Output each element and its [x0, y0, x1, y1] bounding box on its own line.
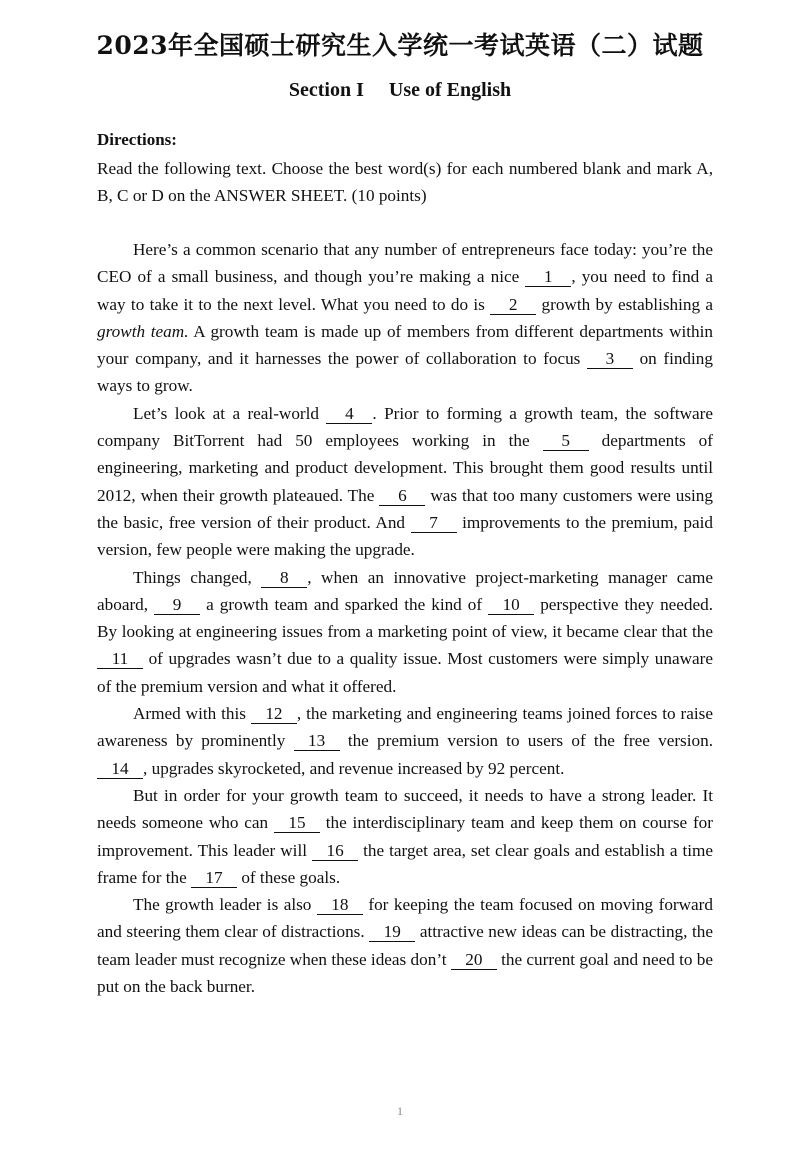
text-segment: , the marketing and engineering teams joined forces to raise awareness by prominently — [97, 704, 713, 751]
text-segment: was that too many customers were using the basic, free version of their product. And — [97, 485, 713, 532]
section-heading: Section I Use of English — [288, 79, 512, 101]
paragraph-5 — [97, 782, 713, 891]
blank-2: 2 — [490, 296, 536, 315]
text-segment: perspective they needed. By looking at engineering issues from a marketing point of view, it became clear that the — [97, 594, 714, 642]
blank-7: 7 — [411, 514, 457, 533]
text-segment: A growth team is made up of members from different departments within your company, and it harnesses the power of collaboration to focus — [97, 321, 714, 369]
paragraph-3 — [97, 564, 713, 700]
text-segment: growth by establishing a — [541, 294, 714, 314]
text-segment: the interdisciplinary team and keep them on course for improvement. This leader will — [97, 813, 713, 860]
blank-20: 20 — [451, 951, 497, 970]
text-segment: . Prior to forming a growth team, the software company BitTorrent had 50 employees working in the — [97, 403, 713, 451]
blank-11: 11 — [97, 650, 143, 669]
text-segment: of these goals. — [241, 867, 341, 887]
blank-4: 4 — [326, 405, 372, 424]
emphasis-growth-team: growth team. — [97, 321, 189, 341]
blank-10: 10 — [488, 596, 534, 615]
text-segment: a growth team and sparked the kind of — [206, 594, 483, 614]
directions-paragraph: Read the following text. Choose the best word(s) for each numbered blank and mark A, B, C or D on the ANSWER SHEET. (10 points) — [97, 159, 713, 206]
page-number: 1 — [397, 1104, 403, 1118]
paragraph-6 — [97, 891, 713, 1000]
text-segment: departments of engineering, marketing and product development. This brought them good results until 2012, when their growth plateaued. The — [97, 431, 713, 505]
directions-text — [97, 155, 713, 210]
text-segment: for keeping the team focused on moving forward and steering them clear of distractions. — [97, 895, 714, 942]
blank-1: 1 — [525, 268, 571, 287]
blank-19: 19 — [369, 923, 415, 942]
text-segment: Armed with this — [133, 704, 246, 724]
exam-title: 2023年全国硕士研究生入学统一考试英语（二）试题 — [96, 31, 704, 60]
text-segment: improvements to the premium, paid version, few people were making the upgrade. — [97, 512, 713, 560]
text-segment: of upgrades wasn’t due to a quality issue. Most customers were simply unaware of the premium version and what it offered. — [97, 649, 713, 696]
blank-6: 6 — [379, 487, 425, 506]
text-segment: the current goal and need to be put on the back burner. — [97, 949, 713, 997]
text-segment: Here’s a common scenario that any number of entrepreneurs face today: you’re the CEO of a small business, and though you’re making a nice — [97, 240, 713, 287]
text-segment: , upgrades skyrocketed, and revenue increased by 92 percent. — [143, 758, 565, 778]
passage — [97, 236, 713, 1000]
paragraph-1 — [97, 236, 713, 400]
blank-12: 12 — [251, 705, 297, 724]
text-segment: the premium version to users of the free version. — [347, 731, 714, 751]
text-segment: But in order for your growth team to succeed, it needs to have a strong leader. It needs someone who can — [97, 785, 713, 833]
blank-14: 14 — [97, 760, 143, 779]
text-segment: , you need to find a way to take it to the next level. What you need to do is — [97, 267, 713, 314]
text-segment: the target area, set clear goals and establish a time frame for the — [97, 840, 714, 887]
text-segment: attractive new ideas can be distracting, the team leader must recognize when these ideas don’t — [97, 922, 714, 969]
blank-13: 13 — [294, 732, 340, 751]
blank-16: 16 — [312, 842, 358, 861]
text-segment: Let’s look at a real-world — [133, 403, 320, 423]
text-segment: The growth leader is also — [133, 895, 312, 915]
blank-15: 15 — [274, 814, 320, 833]
blank-17: 17 — [191, 869, 237, 888]
blank-9: 9 — [154, 596, 200, 615]
blank-18: 18 — [317, 896, 363, 915]
text-segment: on finding ways to grow. — [97, 349, 713, 396]
directions-heading: Directions: — [97, 130, 177, 149]
text-segment: , when an innovative project-marketing manager came aboard, — [97, 567, 713, 614]
text-segment: Things changed, — [133, 567, 252, 587]
blank-8: 8 — [261, 569, 307, 588]
paragraph-4 — [97, 700, 713, 782]
blank-5: 5 — [543, 432, 589, 451]
blank-3: 3 — [587, 350, 633, 369]
paragraph-2 — [97, 400, 713, 564]
